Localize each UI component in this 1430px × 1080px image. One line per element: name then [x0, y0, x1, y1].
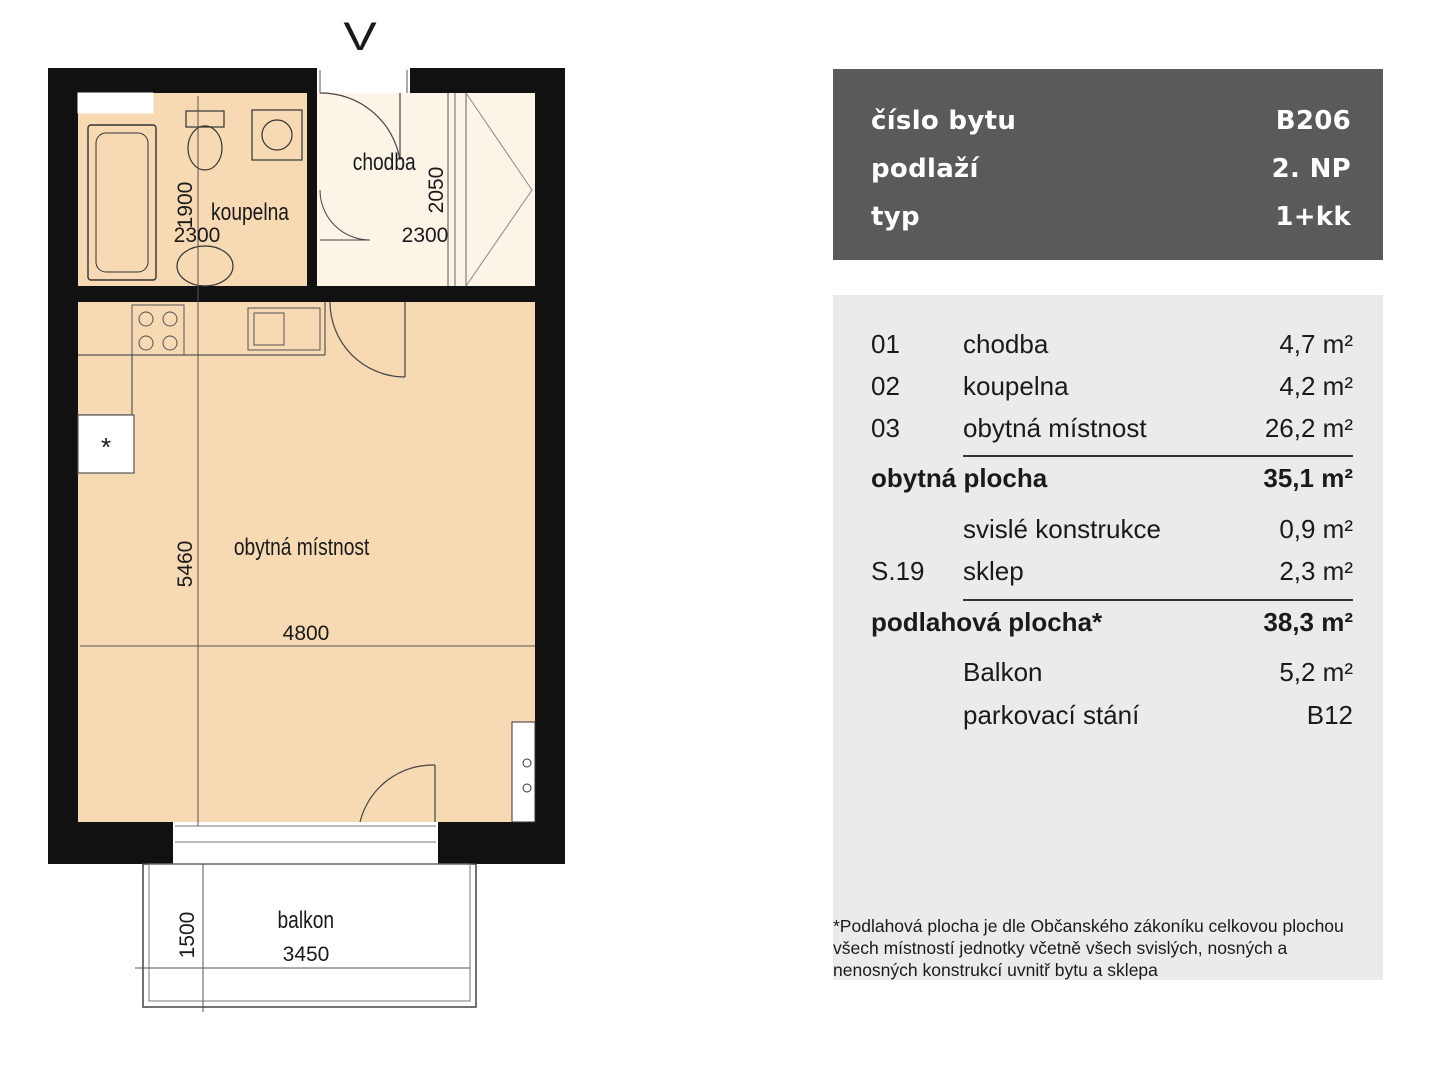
room-label-obytna: obytná místnost: [233, 532, 370, 561]
entrance-marker: V: [343, 13, 377, 59]
item-label: parkovací stání: [963, 700, 1140, 730]
dim-balkon-width: 3450: [282, 943, 330, 966]
item-value: 0,9 m²: [1279, 514, 1353, 544]
area-row-sklep: [871, 556, 1353, 596]
room-code: 02: [871, 371, 900, 401]
room-name: obytná místnost: [963, 413, 1147, 443]
header-row-type: [871, 193, 1351, 241]
area-row-obytna-plocha: [871, 463, 1353, 503]
area-row-chodba: [871, 329, 1353, 369]
area-row-obytna: [871, 413, 1353, 453]
dim-obytna-width: 4800: [282, 622, 330, 645]
area-row-podlahova-plocha: [871, 607, 1353, 647]
dim-koupelna-width: 2300: [173, 224, 221, 247]
room-name: koupelna: [963, 371, 1069, 401]
area-row-parking: [871, 700, 1353, 740]
item-label: sklep: [963, 556, 1024, 586]
room-code: 03: [871, 413, 900, 443]
dim-koupelna-height: 1900: [174, 181, 197, 229]
header-label: typ: [871, 202, 920, 232]
room-code: 01: [871, 329, 900, 359]
dim-obytna-height: 5460: [174, 540, 197, 588]
area-row-balkon: [871, 657, 1353, 697]
header-label: podlaží: [871, 154, 979, 184]
room-label-koupelna: koupelna: [211, 197, 289, 226]
room-area: 26,2 m²: [1264, 413, 1353, 443]
total-label: obytná plocha: [871, 463, 1048, 493]
item-value: 5,2 m²: [1279, 657, 1353, 687]
divider: [963, 455, 1353, 457]
apartment-info-header: [833, 69, 1383, 260]
area-row-koupelna: [871, 371, 1353, 411]
total-label: podlahová plocha*: [871, 607, 1103, 637]
room-label-balkon: balkon: [277, 905, 335, 934]
room-code: S.19: [871, 556, 925, 586]
total-value: 35,1 m²: [1263, 463, 1353, 493]
room-name: chodba: [963, 329, 1049, 359]
header-value: 1+kk: [1275, 202, 1351, 232]
item-value: 2,3 m²: [1279, 556, 1353, 586]
total-value: 38,3 m²: [1263, 607, 1353, 637]
header-value: B206: [1275, 106, 1351, 136]
header-row-apartment-number: [871, 97, 1351, 145]
header-row-floor: [871, 145, 1351, 193]
item-label: Balkon: [963, 657, 1043, 687]
entrance-door-opening: [317, 68, 410, 93]
svg-text:*: *: [100, 432, 112, 462]
area-table: [833, 295, 1383, 980]
dim-balkon-height: 1500: [176, 911, 199, 959]
room-area: 4,2 m²: [1279, 371, 1353, 401]
room-label-chodba: chodba: [352, 147, 416, 176]
header-label: číslo bytu: [871, 106, 1017, 136]
header-value: 2. NP: [1271, 154, 1351, 184]
balcony-door-opening: [173, 822, 438, 864]
room-area: 4,7 m²: [1279, 329, 1353, 359]
footnote: *Podlahová plocha je dle Občanského zákoníku celkovou plochou všech místností jednotky včetně všech svislých, nosných a nenosných konstrukcí uvnitř bytu a sklepa: [833, 916, 1344, 980]
floor-plan: [0, 0, 600, 1080]
dim-chodba-height: 2050: [425, 166, 448, 214]
dim-chodba-width: 2300: [401, 224, 449, 247]
divider: [963, 599, 1353, 601]
area-row-svisle: [871, 514, 1353, 554]
item-value: B12: [1306, 700, 1353, 730]
item-label: svislé konstrukce: [963, 514, 1161, 544]
living-room-floor: [78, 302, 535, 822]
